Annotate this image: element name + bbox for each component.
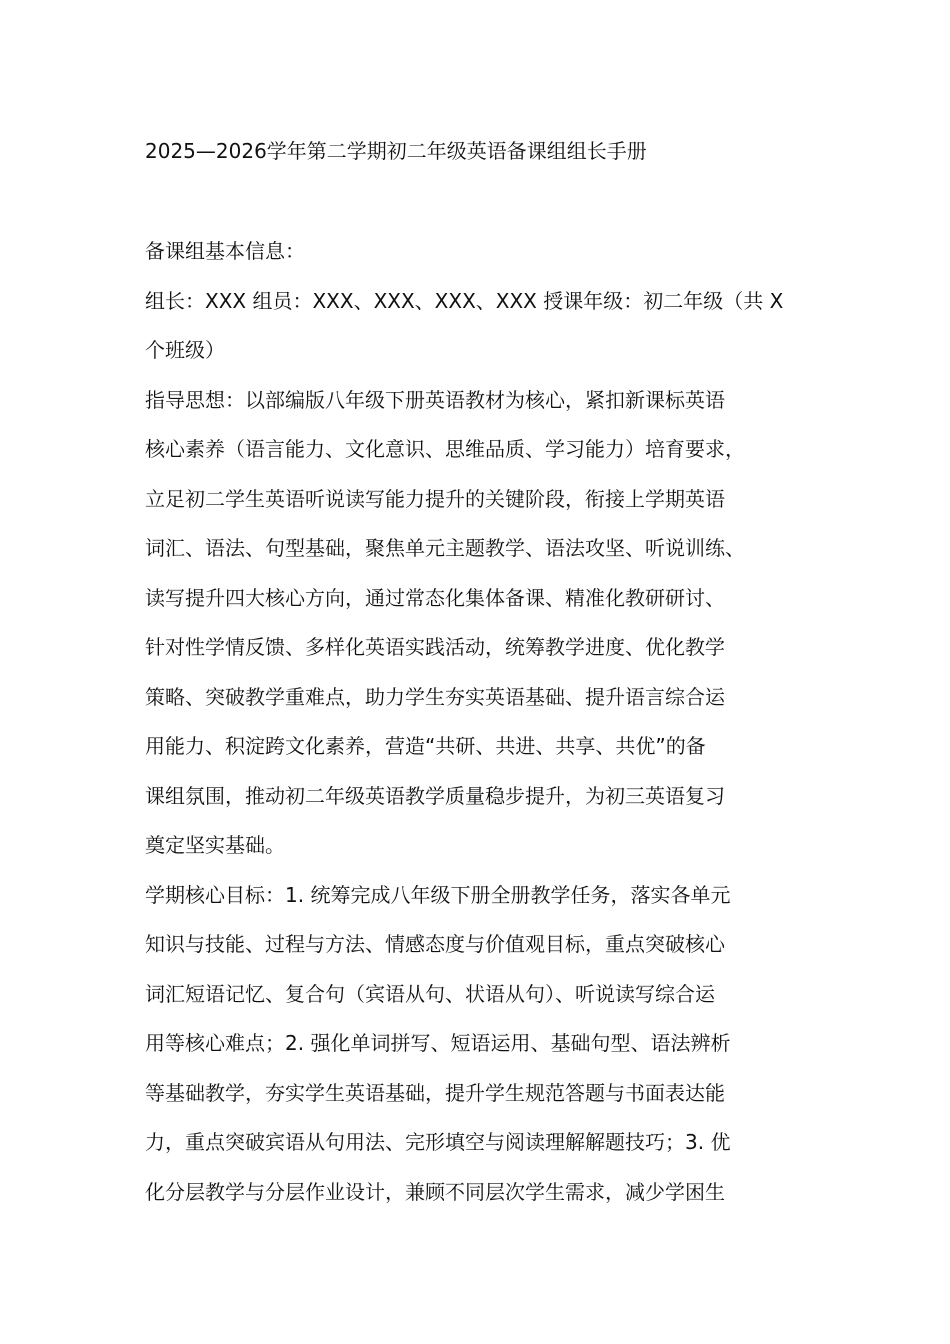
body-line: 组长：XXX 组员：XXX、XXX、XXX、XXX 授课年级：初二年级（共 X [145, 288, 784, 313]
body-line: 个班级） [145, 338, 225, 362]
document-title: 2025—2026学年第二学期初二年级英语备课组组长手册 [145, 139, 647, 163]
body-line: 学期核心目标：1. 统筹完成八年级下册全册教学任务，落实各单元 [145, 882, 731, 907]
document-body [145, 236, 825, 1226]
body-line: 用等核心难点；2. 强化单词拼写、短语运用、基础句型、语法辨析 [145, 1031, 731, 1055]
body-line: 核心素养（语言能力、文化意识、思维品质、学习能力）培育要求， [145, 437, 745, 461]
body-line: 课组氛围，推动初二年级英语教学质量稳步提升，为初三英语复习 [145, 783, 725, 808]
body-line: 备课组基本信息： [145, 239, 305, 263]
body-line: 指导思想：以部编版八年级下册英语教材为核心，紧扣新课标英语 [145, 387, 725, 412]
body-line: 词汇短语记忆、复合句（宾语从句、状语从句）、听说读写综合运 [145, 981, 715, 1006]
body-line: 知识与技能、过程与方法、情感态度与价值观目标，重点突破核心 [145, 932, 725, 956]
body-line: 力，重点突破宾语从句用法、完形填空与阅读理解解题技巧；3. 优 [145, 1130, 731, 1154]
body-line: 化分层教学与分层作业设计，兼顾不同层次学生需求，减少学困生 [145, 1179, 725, 1204]
body-line: 等基础教学，夯实学生英语基础，提升学生规范答题与书面表达能 [145, 1080, 725, 1105]
body-line: 词汇、语法、句型基础，聚焦单元主题教学、语法攻坚、听说训练、 [145, 536, 745, 560]
body-line: 用能力、积淀跨文化素养，营造“共研、共进、共享、共优”的备 [145, 734, 706, 758]
body-line: 策略、突破教学重难点，助力学生夯实英语基础、提升语言综合运 [145, 684, 725, 709]
body-line: 奠定坚实基础。 [145, 833, 285, 857]
body-line: 针对性学情反馈、多样化英语实践活动，统筹教学进度、优化教学 [145, 635, 725, 659]
body-line: 立足初二学生英语听说读写能力提升的关键阶段，衔接上学期英语 [145, 486, 725, 511]
body-line: 读写提升四大核心方向，通过常态化集体备课、精准化教研研讨、 [145, 585, 725, 610]
